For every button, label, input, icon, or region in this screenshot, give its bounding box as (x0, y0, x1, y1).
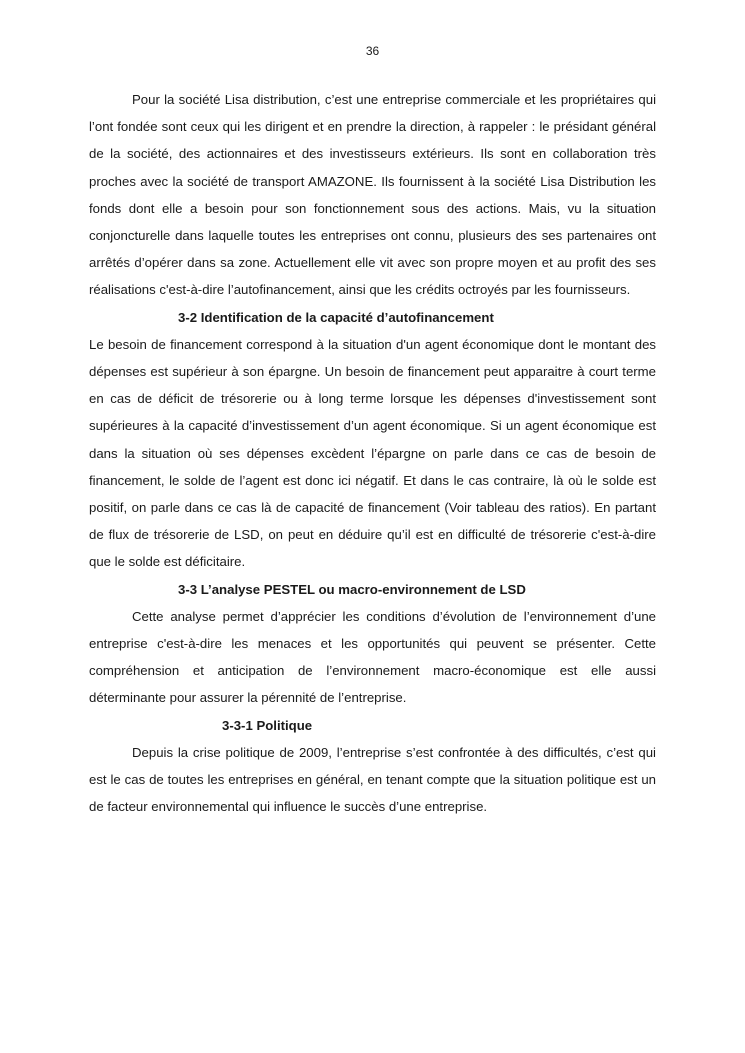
heading-3-3-pestel: 3-3 L’analyse PESTEL ou macro-environnement de LSD (178, 581, 526, 597)
paragraph-besoin-financement: Le besoin de financement correspond à la situation d'un agent économique dont le montant des dépenses est supérieur à son épargne. Un besoin de financement peut apparaitre à court terme en cas de déficit de trésorerie ou à long terme lorsque les dépenses d'investissement sont supérieures à la capacité d’investissement d’un agent économique. Si un agent économique est dans la situation où ses dépenses excèdent l’épargne on parle dans ce cas de besoin de financement, le solde de l’agent est donc ici négatif. Et dans le cas contraire, là où le solde est positif, on parle dans ce cas là de capacité de financement (Voir tableau des ratios). En partant de flux de trésorerie de LSD, on peut en déduire qu’il est en difficulté de trésorerie c'est-à-dire que le solde est déficitaire. (89, 336, 656, 570)
page-number: 36 (365, 44, 380, 58)
paragraph-ownership: Pour la société Lisa distribution, c’est une entreprise commerciale et les propriétaires qui l’ont fondée sont ceux qui les dirigent et en prendre la direction, à rappeler : le présidant général de la société, des actionnaires et des investisseurs extérieurs. Ils sont en collaboration très proches avec la société de transport AMAZONE. Ils fournissent à la société Lisa Distribution les fonds dont elle a besoin pour son fonctionnement sous des actions. Mais, vu la situation conjoncturelle dans laquelle toutes les entreprises ont connu, plusieurs des ses partenaires ont arrêtés d’opérer dans sa zone. Actuellement elle vit avec son propre moyen et au profit des ses réalisations c'est-à-dire l’autofinancement, ainsi que les crédits octroyés par les fournisseurs. (89, 92, 656, 298)
paragraph-politique: Depuis la crise politique de 2009, l’entreprise s’est confrontée à des difficultés, c’est qui est le cas de toutes les entreprises en général, en tenant compte que la situation politique est un de facteur environnemental qui influence le succès d’une entreprise. (89, 744, 656, 815)
heading-3-2-autofinancement: 3-2 Identification de la capacité d’autofinancement (178, 309, 494, 325)
page-body (89, 86, 656, 820)
heading-3-3-1-politique: 3-3-1 Politique (222, 717, 313, 733)
paragraph-pestel-intro: Cette analyse permet d’apprécier les conditions d’évolution de l’environnement d’une entreprise c'est-à-dire les menaces et les opportunités qui peuvent se présenter. Cette compréhension et anticipation de l’environnement macro-économique est elle aussi déterminante pour assurer la pérennité de l’entreprise. (89, 608, 656, 706)
